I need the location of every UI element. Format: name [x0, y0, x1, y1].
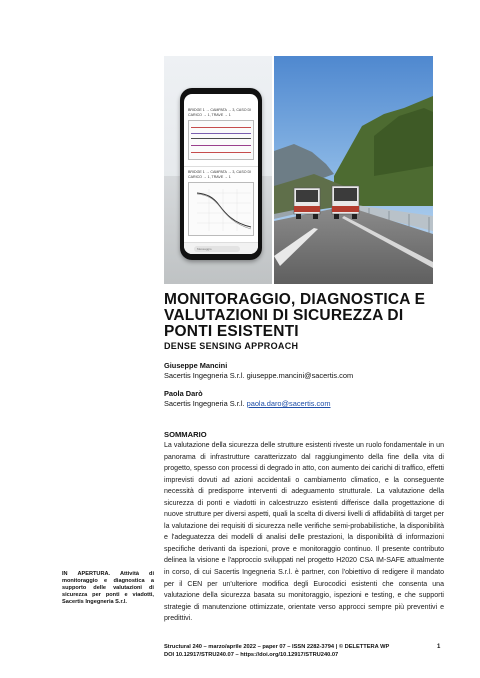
bridge-scene: [274, 56, 433, 284]
author-block: [164, 389, 331, 409]
footer-doi: DOI 10.12917/STRU240.07 – https://doi.org/10.12917/STRU240.07: [164, 651, 339, 658]
phone-text-line: BRIDGE 1 → CAMPATA → 3, CASO DI: [188, 170, 252, 174]
author-affiliation-line: [164, 371, 353, 381]
phone-photo: [164, 56, 272, 284]
page-footer: [164, 644, 389, 659]
phone-text-line: BRIDGE 1 → CAMPATA → 3, CASO DI: [188, 108, 252, 112]
chart-line: [191, 138, 251, 139]
chart-line: [191, 145, 251, 146]
author-email: giuseppe.mancini@sacertis.com: [246, 371, 354, 380]
author-affiliation: Sacertis Ingegneria S.r.l.: [164, 399, 245, 408]
article-title: MONITORAGGIO, DIAGNOSTICA E VALUTAZIONI DI SICUREZZA DI PONTI ESISTENTI: [164, 291, 426, 340]
summary-text: La valutazione della sicurezza delle strutture esistenti riveste un ruolo fondamentale in un panorama di infrastrutture caratterizzato dal raggiungimento della fine della vita di progetto, spesso con processi di degrado in atto, con aumento dei carichi di traffico, effetti imprevisti dovuti ad azioni accidentali o cambiamento climatico, e la conseguente necessità di predisporre interventi di adeguamento strutturale. La valutazione della sicurezza di ponti e viadotti in calcestruzzo esistenti differisce dalla progettazione di nuove strutture per diversi aspetti, quali la scelta di diversi livelli di affidabilità di target per la valutazione dei requisiti di sicurezza nelle verifiche semi-probabilistiche, la disponibilità e l'adeguatezza dei modelli di analisi delle prestazioni, la disponibilità di informazioni specifiche derivanti da ispezioni, prove e monitoraggio continuo. Il presente contributo delinea la visione e l'approccio sviluppati nel progetto H2020 CSA IM-SAFE attualmente in corso, di cui Sacertis Ingegneria S.r.l. è partner, con l'obiettivo di redigere il mandato per il CEN per un'ulteriore modifica degli Eurocodici esistenti che consenta una valutazione della sicurezza basata su monitoraggio, ispezioni e testing, e che supporti strategie di manutenzione ottimizzate, orientate verso approcci sempre più preventivi e predittivi.: [164, 442, 444, 623]
divider: [184, 166, 258, 167]
smartphone: [180, 88, 262, 260]
article-subtitle: DENSE SENSING APPROACH: [164, 341, 299, 351]
author-affiliation: Sacertis Ingegneria S.r.l.: [164, 371, 245, 380]
chart-line: [191, 133, 251, 134]
deflection-chart: [188, 182, 254, 236]
message-input[interactable]: Messaggio: [194, 246, 240, 252]
author-name: Giuseppe Mancini: [164, 361, 228, 370]
image-caption: IN APERTURA. Attività di monitoraggio e diagnostica a supporto delle valutazioni di sicurezza per ponti e viadotti, Sacertis Ingegneria S.r.l.: [62, 571, 154, 606]
author-block: [164, 361, 353, 381]
footer-citation: Structural 240 – marzo/aprile 2022 – paper 07 – ISSN 2282-3794 | © DELETTERA WP: [164, 644, 390, 650]
chart-line: [191, 152, 251, 153]
page-number: 1: [437, 644, 441, 650]
strain-chart: [188, 120, 254, 160]
phone-text-line: CARICO → 1, TRAVE → 1: [188, 113, 231, 117]
hero-image: [164, 56, 433, 284]
message-bar: [184, 242, 258, 254]
author-affiliation-line: [164, 399, 331, 409]
author-email-link[interactable]: paola.daro@sacertis.com: [246, 399, 331, 408]
phone-screen: [184, 94, 258, 254]
author-name: Paola Darò: [164, 389, 203, 398]
chart-line: [191, 127, 251, 128]
bridge-photo: [274, 56, 433, 284]
truck-right: [332, 186, 359, 219]
phone-text-line: CARICO → 1, TRAVE → 1: [188, 175, 231, 179]
deflection-curve: [189, 183, 255, 237]
summary-heading: SOMMARIO: [164, 430, 207, 439]
